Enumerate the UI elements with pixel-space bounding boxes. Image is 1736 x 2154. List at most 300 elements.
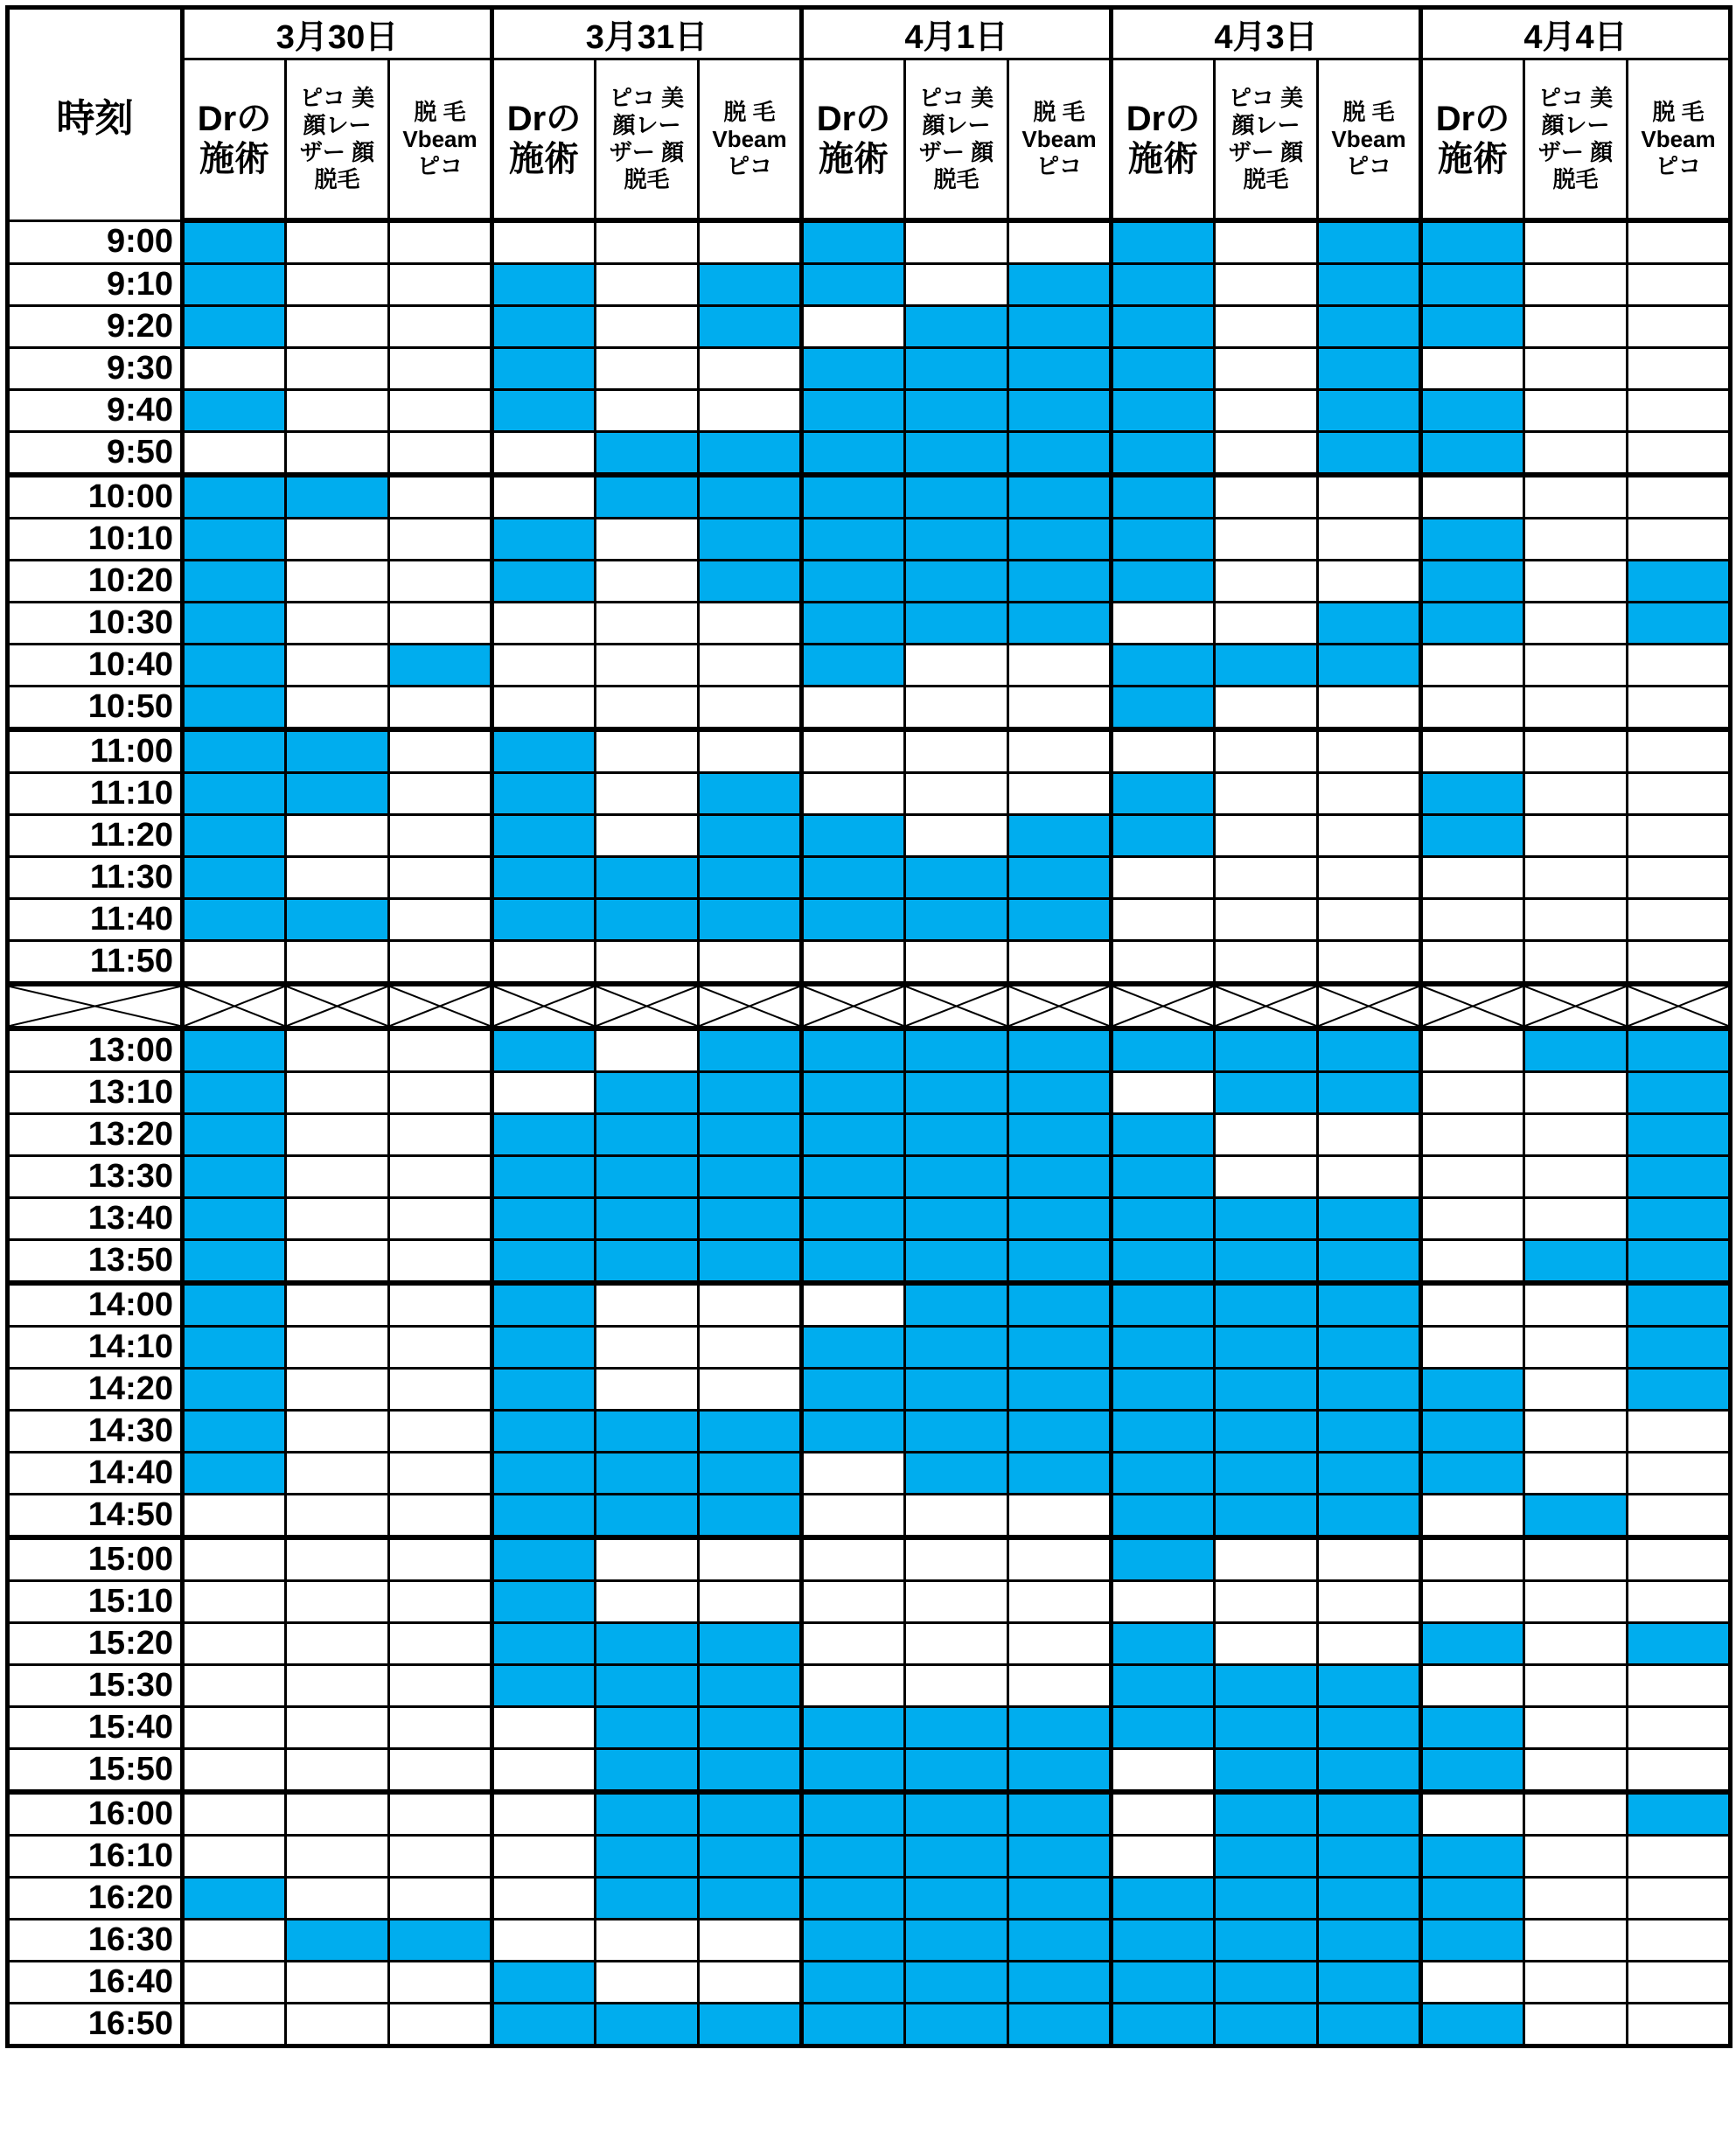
slot-booked — [1628, 603, 1731, 645]
slot-booked — [802, 1920, 905, 1962]
slot-free — [389, 1072, 492, 1114]
slot-booked — [492, 1581, 596, 1623]
slot-free — [699, 348, 802, 390]
slot-booked — [1112, 815, 1215, 857]
time-label: 11:10 — [8, 773, 183, 815]
slot-free — [1215, 306, 1318, 348]
break-cross-cell — [1008, 984, 1112, 1028]
slot-booked — [1215, 1198, 1318, 1240]
slot-free — [699, 1537, 802, 1581]
slot-free — [1524, 857, 1628, 899]
slot-booked — [492, 1240, 596, 1284]
slot-booked — [1628, 1156, 1731, 1198]
slot-free — [286, 519, 389, 561]
slot-free — [596, 390, 699, 432]
slot-free — [1524, 561, 1628, 603]
slot-booked — [699, 815, 802, 857]
slot-free — [1524, 1072, 1628, 1114]
slot-free — [1318, 1114, 1421, 1156]
slot-free — [1008, 220, 1112, 264]
slot-free — [1215, 687, 1318, 730]
slot-free — [905, 1537, 1008, 1581]
slot-booked — [1421, 815, 1524, 857]
slot-free — [1628, 899, 1731, 941]
slot-booked — [1008, 1114, 1112, 1156]
slot-free — [492, 1749, 596, 1793]
slot-row — [8, 645, 1731, 687]
slot-free — [1628, 1495, 1731, 1538]
slot-booked — [183, 475, 286, 519]
slot-booked — [802, 2004, 905, 2046]
slot-booked — [1215, 2004, 1318, 2046]
slot-free — [1524, 1920, 1628, 1962]
slot-booked — [183, 1240, 286, 1284]
treatment-label: Drの 施術 — [1435, 100, 1510, 178]
slot-free — [1524, 519, 1628, 561]
slot-booked — [1215, 1453, 1318, 1495]
slot-free — [286, 306, 389, 348]
slot-free — [699, 1369, 802, 1411]
slot-booked — [492, 264, 596, 306]
time-label: 13:30 — [8, 1156, 183, 1198]
slot-free — [1628, 264, 1731, 306]
slot-row — [8, 1836, 1731, 1878]
slot-free — [286, 1028, 389, 1072]
slot-booked — [699, 1453, 802, 1495]
slot-free — [1215, 729, 1318, 773]
slot-booked — [802, 899, 905, 941]
break-cross-cell — [183, 984, 286, 1028]
slot-booked — [1112, 1156, 1215, 1198]
slot-booked — [1421, 561, 1524, 603]
slot-free — [286, 857, 389, 899]
slot-booked — [802, 1878, 905, 1920]
slot-free — [905, 1495, 1008, 1538]
slot-free — [1215, 220, 1318, 264]
slot-free — [389, 1537, 492, 1581]
slot-booked — [905, 857, 1008, 899]
slot-free — [1318, 1537, 1421, 1581]
slot-booked — [1318, 1707, 1421, 1749]
slot-booked — [492, 815, 596, 857]
treatment-label: Drの 施術 — [1126, 100, 1201, 178]
slot-row — [8, 941, 1731, 985]
slot-booked — [492, 519, 596, 561]
slot-free — [1112, 857, 1215, 899]
slot-booked — [1215, 1072, 1318, 1114]
slot-booked — [802, 220, 905, 264]
slot-free — [1524, 1114, 1628, 1156]
slot-free — [1524, 306, 1628, 348]
slot-free — [596, 1920, 699, 1962]
slot-free — [1524, 220, 1628, 264]
slot-free — [492, 475, 596, 519]
slot-free — [492, 1920, 596, 1962]
slot-free — [802, 1453, 905, 1495]
slot-free — [389, 1581, 492, 1623]
slot-booked — [1318, 432, 1421, 476]
time-slots — [8, 220, 1731, 2046]
slot-free — [1112, 1836, 1215, 1878]
slot-booked — [1112, 1495, 1215, 1538]
slot-booked — [1318, 1878, 1421, 1920]
slot-booked — [1215, 1962, 1318, 2004]
slot-free — [1421, 1495, 1524, 1538]
slot-booked — [1008, 561, 1112, 603]
slot-booked — [699, 1411, 802, 1453]
slot-booked — [183, 1453, 286, 1495]
slot-booked — [183, 1878, 286, 1920]
slot-free — [1524, 815, 1628, 857]
slot-booked — [802, 1411, 905, 1453]
slot-free — [1421, 645, 1524, 687]
slot-free — [1628, 220, 1731, 264]
slot-booked — [1318, 1749, 1421, 1793]
slot-free — [1421, 729, 1524, 773]
slot-free — [1318, 773, 1421, 815]
slot-booked — [905, 390, 1008, 432]
slot-booked — [492, 1327, 596, 1369]
slot-free — [1628, 729, 1731, 773]
slot-booked — [183, 264, 286, 306]
break-cross-cell — [286, 984, 389, 1028]
slot-free — [1318, 687, 1421, 730]
slot-booked — [1008, 1962, 1112, 2004]
slot-booked — [596, 1072, 699, 1114]
slot-booked — [183, 1283, 286, 1327]
time-label: 16:30 — [8, 1920, 183, 1962]
slot-free — [1628, 1962, 1731, 2004]
slot-row — [8, 1665, 1731, 1707]
slot-row — [8, 475, 1731, 519]
slot-free — [1008, 1495, 1112, 1538]
slot-free — [389, 306, 492, 348]
slot-free — [286, 1240, 389, 1284]
break-cross-cell — [1112, 984, 1215, 1028]
slot-booked — [1421, 1411, 1524, 1453]
slot-booked — [1008, 1453, 1112, 1495]
slot-free — [389, 1707, 492, 1749]
time-label: 14:20 — [8, 1369, 183, 1411]
slot-free — [1112, 899, 1215, 941]
slot-booked — [1628, 1072, 1731, 1114]
slot-free — [1421, 1198, 1524, 1240]
slot-booked — [596, 1198, 699, 1240]
slot-booked — [492, 1028, 596, 1072]
slot-free — [389, 1962, 492, 2004]
slot-free — [286, 220, 389, 264]
slot-booked — [183, 220, 286, 264]
break-cross-cell — [802, 984, 905, 1028]
break-cross-cell — [699, 984, 802, 1028]
time-label: 10:10 — [8, 519, 183, 561]
slot-free — [1008, 1623, 1112, 1665]
slot-booked — [1628, 1623, 1731, 1665]
slot-free — [492, 1072, 596, 1114]
slot-free — [905, 645, 1008, 687]
slot-free — [389, 2004, 492, 2046]
slot-free — [802, 687, 905, 730]
slot-booked — [1008, 1369, 1112, 1411]
slot-booked — [699, 899, 802, 941]
treatment-header-2-2 — [1008, 59, 1112, 221]
treatment-header-0-0 — [183, 59, 286, 221]
slot-free — [389, 1369, 492, 1411]
slot-booked — [1008, 1411, 1112, 1453]
slot-booked — [183, 815, 286, 857]
time-label: 15:00 — [8, 1537, 183, 1581]
slot-free — [1215, 432, 1318, 476]
slot-row — [8, 1453, 1731, 1495]
slot-free — [1215, 857, 1318, 899]
slot-row — [8, 1623, 1731, 1665]
slot-booked — [183, 1369, 286, 1411]
slot-booked — [183, 519, 286, 561]
slot-free — [596, 519, 699, 561]
slot-booked — [492, 1962, 596, 2004]
slot-free — [1112, 1792, 1215, 1836]
slot-booked — [596, 432, 699, 476]
time-label: 14:00 — [8, 1283, 183, 1327]
slot-booked — [1112, 1920, 1215, 1962]
time-label: 11:40 — [8, 899, 183, 941]
slot-booked — [1112, 2004, 1215, 2046]
slot-free — [596, 773, 699, 815]
slot-row — [8, 1495, 1731, 1538]
slot-booked — [1318, 1836, 1421, 1878]
slot-booked — [1628, 1114, 1731, 1156]
slot-booked — [596, 1665, 699, 1707]
slot-booked — [1112, 1411, 1215, 1453]
slot-free — [1628, 1411, 1731, 1453]
slot-booked — [183, 1411, 286, 1453]
slot-booked — [905, 1878, 1008, 1920]
slot-booked — [1112, 645, 1215, 687]
slot-booked — [1008, 1836, 1112, 1878]
slot-booked — [1215, 1411, 1318, 1453]
slot-row — [8, 899, 1731, 941]
time-label: 10:00 — [8, 475, 183, 519]
slot-booked — [596, 475, 699, 519]
slot-booked — [596, 1495, 699, 1538]
slot-free — [286, 1962, 389, 2004]
slot-free — [1008, 1665, 1112, 1707]
slot-free — [802, 729, 905, 773]
slot-booked — [1215, 1495, 1318, 1538]
slot-booked — [1318, 264, 1421, 306]
slot-free — [286, 1072, 389, 1114]
slot-row — [8, 1792, 1731, 1836]
slot-free — [1318, 815, 1421, 857]
slot-booked — [699, 2004, 802, 2046]
slot-row — [8, 1072, 1731, 1114]
treatment-label: ピコ 美 顔レー ザー 顔 脱毛 — [609, 85, 685, 192]
slot-booked — [1318, 390, 1421, 432]
slot-booked — [596, 1623, 699, 1665]
slot-booked — [492, 306, 596, 348]
slot-booked — [183, 1156, 286, 1198]
slot-booked — [492, 857, 596, 899]
slot-booked — [1008, 1028, 1112, 1072]
slot-booked — [1008, 264, 1112, 306]
slot-free — [183, 1623, 286, 1665]
slot-free — [183, 1920, 286, 1962]
slot-booked — [1008, 1792, 1112, 1836]
slot-free — [596, 1537, 699, 1581]
slot-booked — [699, 1198, 802, 1240]
slot-booked — [1008, 857, 1112, 899]
slot-booked — [905, 1411, 1008, 1453]
slot-free — [1008, 687, 1112, 730]
treatment-header-3-0 — [1112, 59, 1215, 221]
slot-free — [1524, 1962, 1628, 2004]
slot-booked — [802, 1240, 905, 1284]
treatment-header-3-2 — [1318, 59, 1421, 221]
slot-row — [8, 432, 1731, 476]
slot-free — [1628, 348, 1731, 390]
time-label: 11:00 — [8, 729, 183, 773]
slot-booked — [1215, 1749, 1318, 1793]
slot-free — [389, 1792, 492, 1836]
slot-free — [286, 1878, 389, 1920]
slot-booked — [1318, 1327, 1421, 1369]
slot-free — [1215, 603, 1318, 645]
treatment-label: ピコ 美 顔レー ザー 顔 脱毛 — [918, 85, 994, 192]
slot-free — [699, 645, 802, 687]
slot-free — [389, 1327, 492, 1369]
slot-booked — [699, 857, 802, 899]
slot-booked — [1112, 348, 1215, 390]
slot-free — [596, 603, 699, 645]
slot-booked — [1008, 1920, 1112, 1962]
slot-booked — [802, 264, 905, 306]
slot-booked — [1008, 1707, 1112, 1749]
time-label: 15:30 — [8, 1665, 183, 1707]
slot-free — [699, 220, 802, 264]
slot-booked — [183, 729, 286, 773]
slot-free — [596, 815, 699, 857]
slot-booked — [596, 1240, 699, 1284]
slot-booked — [905, 1028, 1008, 1072]
slot-booked — [1112, 1707, 1215, 1749]
slot-free — [389, 432, 492, 476]
slot-booked — [492, 1411, 596, 1453]
time-label: 13:20 — [8, 1114, 183, 1156]
break-cross-cell — [492, 984, 596, 1028]
slot-free — [1215, 561, 1318, 603]
slot-free — [389, 348, 492, 390]
slot-free — [1215, 390, 1318, 432]
slot-booked — [905, 1920, 1008, 1962]
slot-free — [1628, 941, 1731, 985]
slot-free — [1524, 1411, 1628, 1453]
slot-free — [286, 1283, 389, 1327]
slot-free — [802, 306, 905, 348]
slot-free — [389, 390, 492, 432]
slot-free — [1628, 1878, 1731, 1920]
slot-booked — [905, 1072, 1008, 1114]
slot-free — [389, 475, 492, 519]
slot-free — [389, 773, 492, 815]
break-cross-cell — [1421, 984, 1524, 1028]
slot-free — [1421, 1537, 1524, 1581]
treatment-label: 脱 毛 Vbeam ピコ — [1021, 98, 1097, 179]
slot-free — [389, 1028, 492, 1072]
slot-free — [699, 390, 802, 432]
slot-free — [286, 1623, 389, 1665]
time-label: 15:50 — [8, 1749, 183, 1793]
slot-row — [8, 1114, 1731, 1156]
slot-free — [1215, 815, 1318, 857]
slot-booked — [492, 561, 596, 603]
break-cross-cell — [596, 984, 699, 1028]
slot-row — [8, 1327, 1731, 1369]
treatment-label: ピコ 美 顔レー ザー 顔 脱毛 — [1228, 85, 1304, 192]
slot-booked — [1628, 1792, 1731, 1836]
slot-booked — [492, 390, 596, 432]
slot-free — [183, 1495, 286, 1538]
slot-free — [1628, 815, 1731, 857]
slot-free — [286, 264, 389, 306]
slot-booked — [1421, 1623, 1524, 1665]
slot-booked — [1112, 1369, 1215, 1411]
slot-booked — [183, 1198, 286, 1240]
slot-free — [1421, 1072, 1524, 1114]
break-cross-cell — [1215, 984, 1318, 1028]
slot-booked — [492, 729, 596, 773]
slot-booked — [1318, 1411, 1421, 1453]
slot-free — [1421, 1327, 1524, 1369]
slot-booked — [1628, 1028, 1731, 1072]
slot-free — [1318, 729, 1421, 773]
slot-booked — [699, 519, 802, 561]
time-label: 11:30 — [8, 857, 183, 899]
slot-row — [8, 561, 1731, 603]
slot-free — [389, 1749, 492, 1793]
slot-free — [286, 2004, 389, 2046]
slot-booked — [699, 264, 802, 306]
slot-booked — [802, 561, 905, 603]
slot-free — [1421, 1240, 1524, 1284]
slot-free — [1215, 1156, 1318, 1198]
slot-free — [905, 773, 1008, 815]
slot-free — [286, 687, 389, 730]
slot-booked — [905, 1198, 1008, 1240]
slot-free — [905, 1623, 1008, 1665]
slot-row — [8, 1028, 1731, 1072]
break-cross-cell — [1628, 984, 1731, 1028]
slot-free — [389, 857, 492, 899]
slot-free — [1421, 687, 1524, 730]
slot-booked — [1112, 519, 1215, 561]
slot-free — [1008, 729, 1112, 773]
slot-booked — [596, 1749, 699, 1793]
slot-booked — [1112, 1962, 1215, 2004]
slot-booked — [1421, 390, 1524, 432]
slot-free — [389, 941, 492, 985]
slot-free — [1421, 348, 1524, 390]
slot-booked — [492, 1283, 596, 1327]
time-label: 9:10 — [8, 264, 183, 306]
slot-free — [389, 1623, 492, 1665]
time-label: 13:40 — [8, 1198, 183, 1240]
slot-booked — [1421, 519, 1524, 561]
slot-booked — [183, 390, 286, 432]
time-label: 13:10 — [8, 1072, 183, 1114]
slot-booked — [905, 2004, 1008, 2046]
slot-free — [699, 729, 802, 773]
slot-booked — [802, 815, 905, 857]
